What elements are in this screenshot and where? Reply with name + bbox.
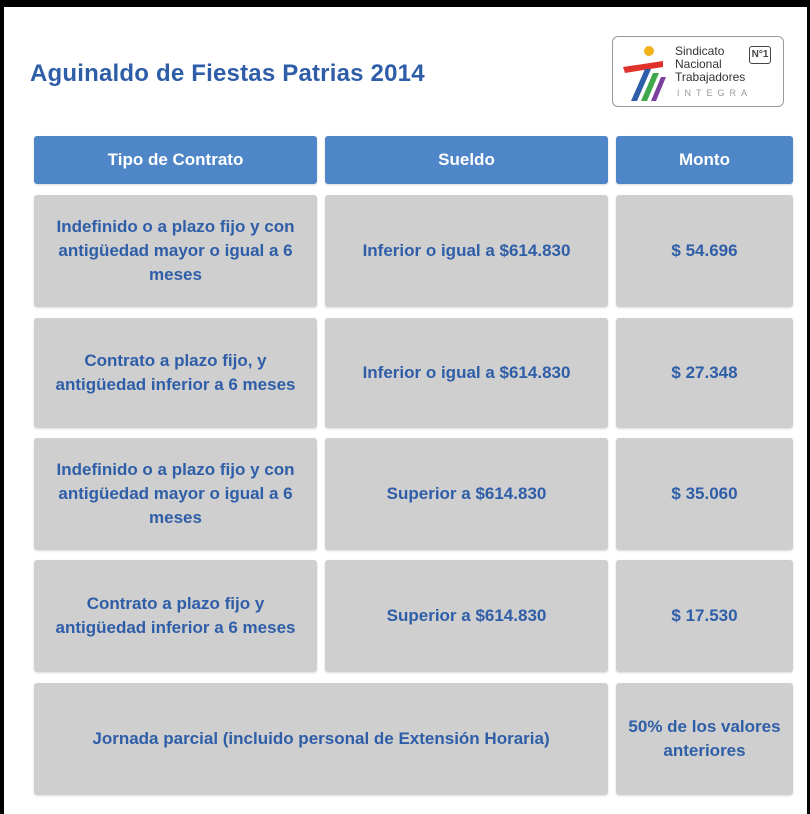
- row-2-tipo: Contrato a plazo fijo, y antigüedad inferior a 6 meses: [34, 318, 317, 428]
- row-4-tipo: Contrato a plazo fijo y antigüedad inferior a 6 meses: [34, 560, 317, 672]
- row-2-sueldo: Inferior o igual a $614.830: [325, 318, 608, 428]
- page-title: Aguinaldo de Fiestas Patrias 2014: [30, 60, 425, 87]
- header-tipo-contrato: Tipo de Contrato: [34, 136, 317, 184]
- row-1-tipo: Indefinido o a plazo fijo y con antigüedad mayor o igual a 6 meses: [34, 195, 317, 307]
- union-logo: [612, 36, 784, 107]
- row-4-monto: $ 17.530: [616, 560, 793, 672]
- logo-text-line1: Sindicato: [675, 44, 725, 58]
- row-3-monto: $ 35.060: [616, 438, 793, 550]
- footer-tipo: Jornada parcial (incluido personal de Extensión Horaria): [34, 683, 608, 795]
- row-1-monto: $ 54.696: [616, 195, 793, 307]
- union-logo-icon: [619, 43, 675, 103]
- row-1-sueldo: Inferior o igual a $614.830: [325, 195, 608, 307]
- row-2-monto: $ 27.348: [616, 318, 793, 428]
- logo-text-line3: Trabajadores: [675, 70, 746, 84]
- footer-monto: 50% de los valores anteriores: [616, 683, 793, 795]
- row-3-sueldo: Superior a $614.830: [325, 438, 608, 550]
- row-4-sueldo: Superior a $614.830: [325, 560, 608, 672]
- logo-badge: N°1: [749, 46, 771, 64]
- header-monto: Monto: [616, 136, 793, 184]
- header-sueldo: Sueldo: [325, 136, 608, 184]
- logo-text-line2: Nacional: [675, 57, 722, 71]
- row-3-tipo: Indefinido o a plazo fijo y con antigüedad mayor o igual a 6 meses: [34, 438, 317, 550]
- logo-text-line4: INTEGRA: [677, 88, 753, 98]
